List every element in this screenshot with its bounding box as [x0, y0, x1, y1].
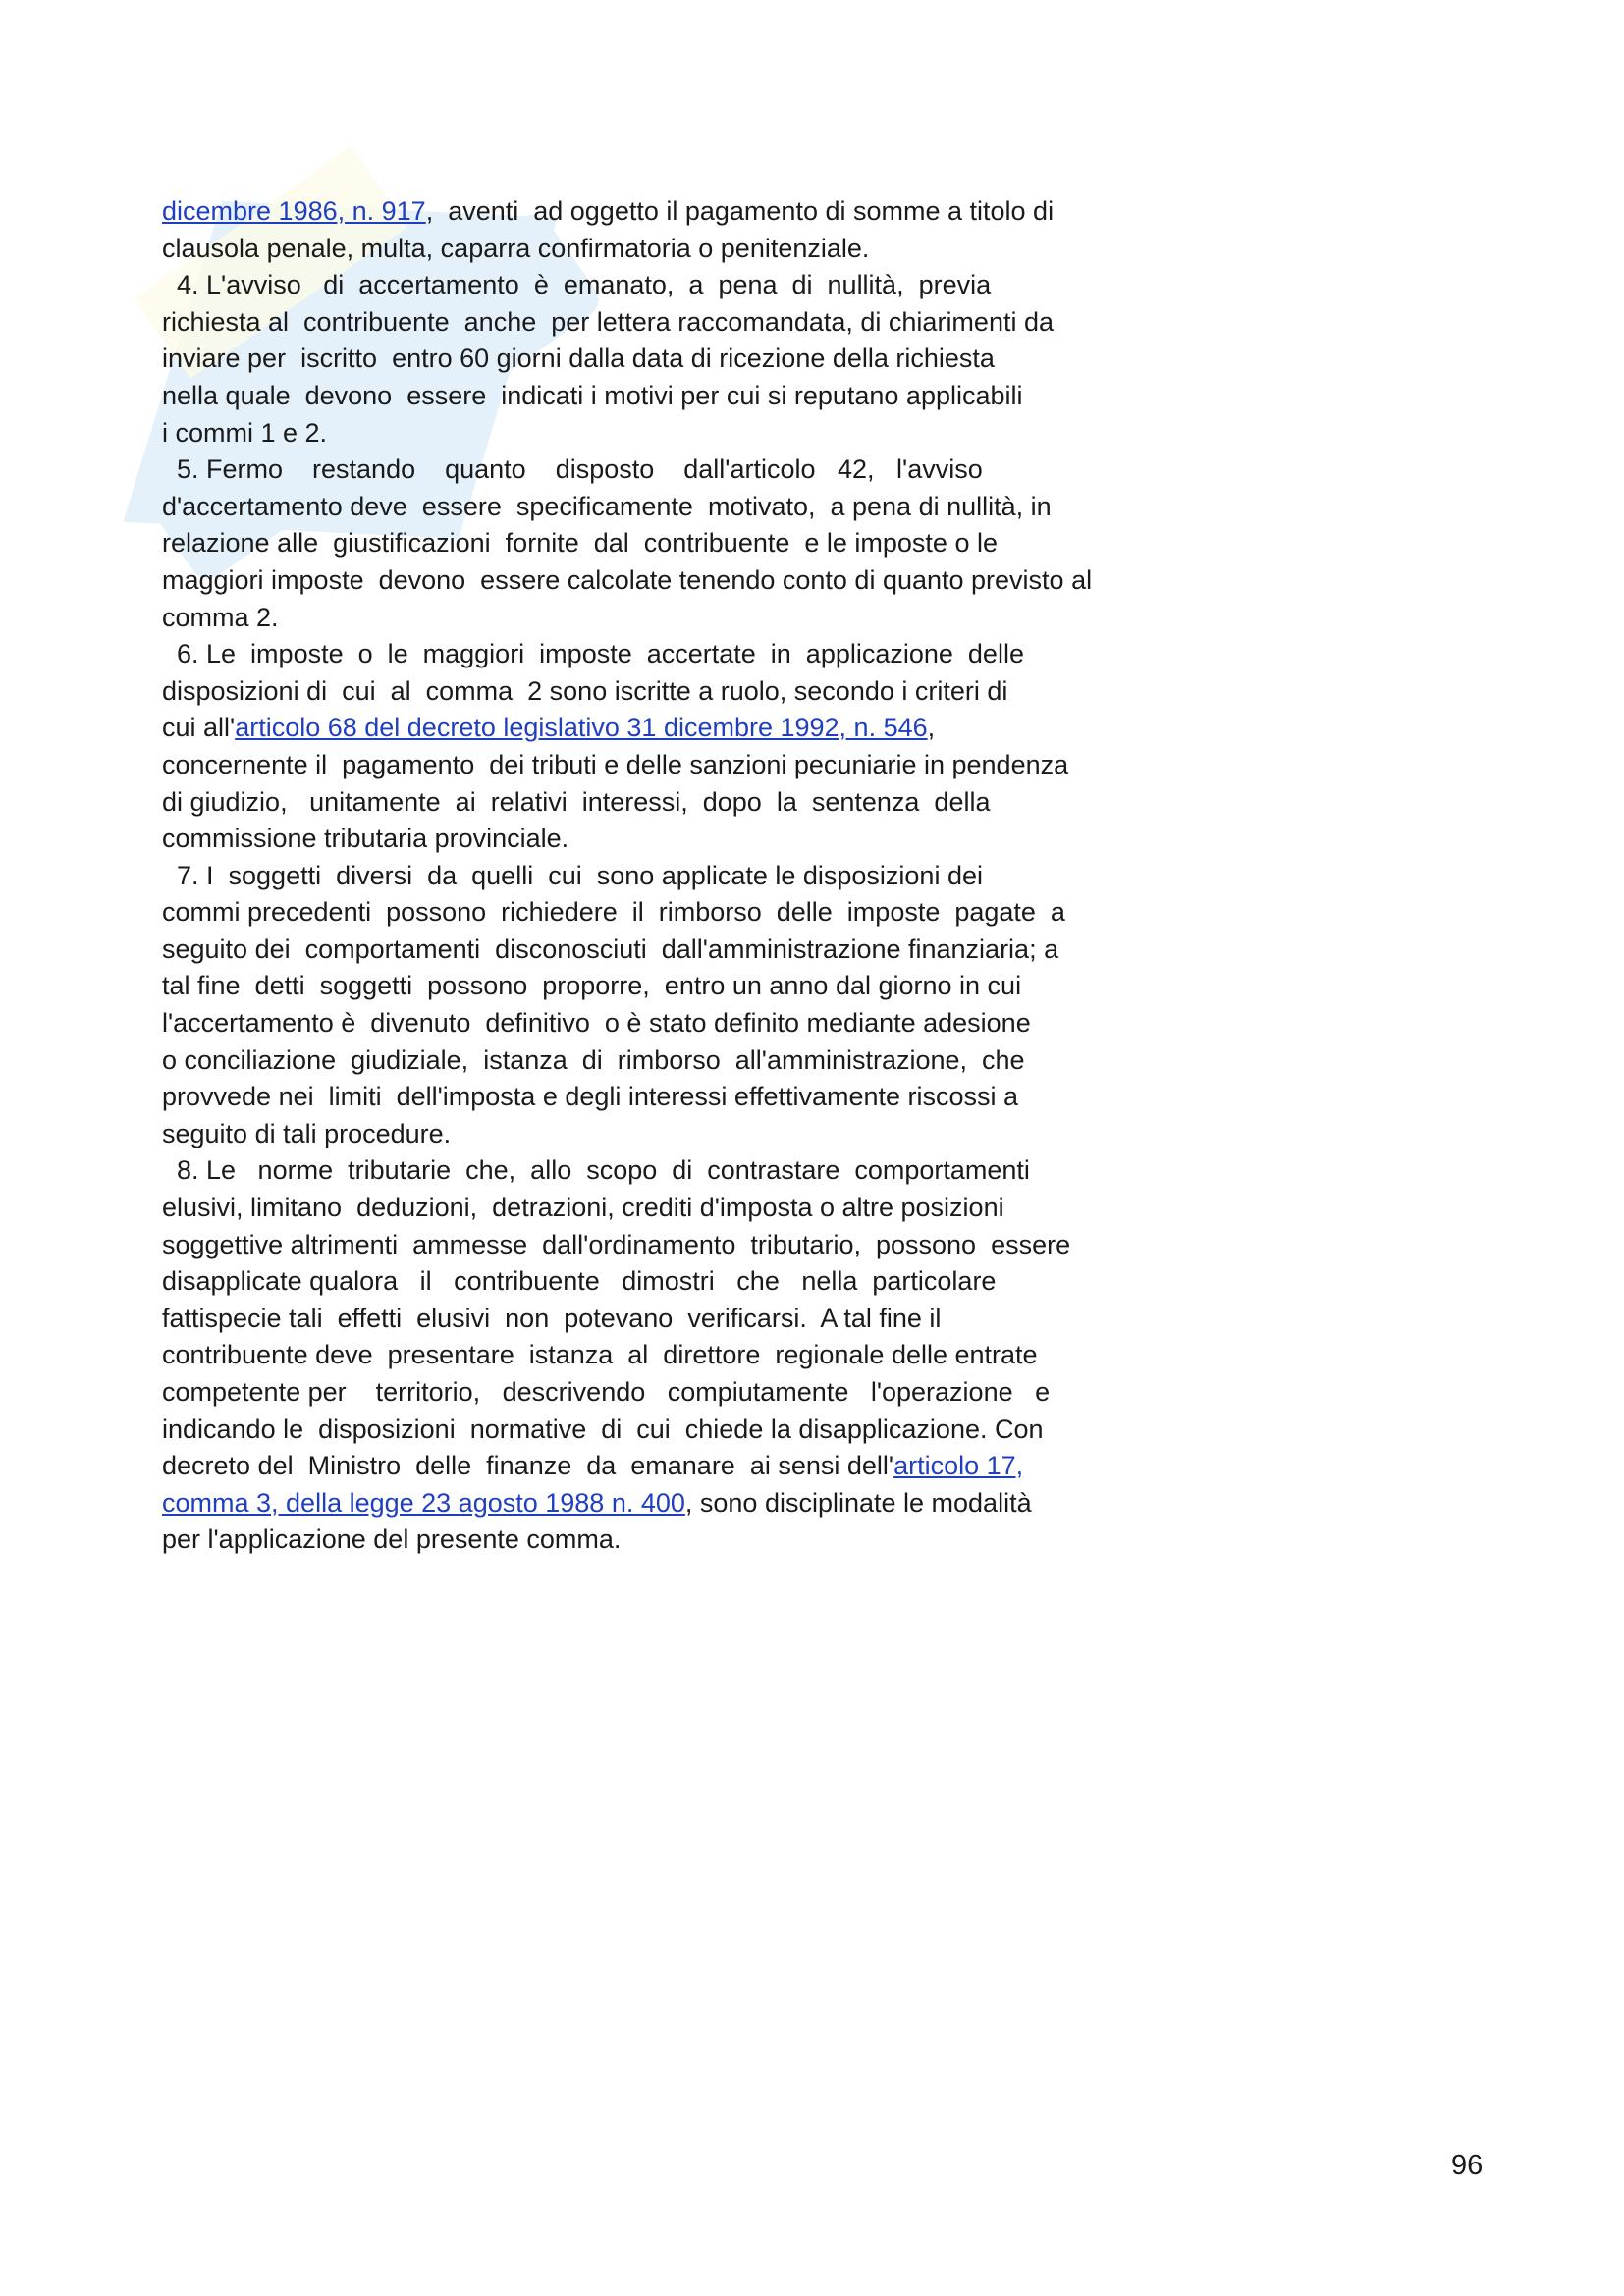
text-line	[162, 1042, 1164, 1080]
law-reference-link[interactable]: articolo 17,	[893, 1451, 1024, 1481]
text-segment: soggettive altrimenti ammesse dall'ordinamento tributario, possono essere	[162, 1229, 1071, 1259]
page-number: 96	[1451, 2150, 1484, 2181]
text-line	[162, 600, 1164, 637]
text-line	[162, 1263, 1164, 1301]
text-segment: cui all'	[162, 713, 236, 743]
text-line	[162, 231, 1164, 268]
text-segment: di giudizio, unitamente ai relativi interessi, dopo la sentenza della	[162, 786, 991, 817]
text-line	[162, 378, 1164, 415]
text-line	[162, 1522, 1164, 1559]
text-line	[162, 267, 1164, 304]
text-line	[162, 1301, 1164, 1338]
text-line	[162, 747, 1164, 784]
text-segment: maggiori imposte devono essere calcolate tenendo conto di quanto previsto al	[162, 564, 1093, 595]
text-line	[162, 489, 1164, 526]
text-line	[162, 1412, 1164, 1449]
text-segment: clausola penale, multa, caparra confirmatoria o penitenziale.	[162, 233, 870, 263]
text-line	[162, 821, 1164, 858]
text-segment: 8. Le norme tributarie che, allo scopo di contrastare comportamenti	[162, 1155, 1030, 1186]
text-segment: concernente il pagamento dei tributi e delle sanzioni pecuniarie in pendenza	[162, 749, 1069, 779]
text-line	[162, 858, 1164, 895]
text-line	[162, 415, 1164, 453]
text-line	[162, 1190, 1164, 1227]
text-line	[162, 1227, 1164, 1264]
text-line	[162, 525, 1164, 562]
text-segment: tal fine detti soggetti possono proporre, entro un anno dal giorno in cui	[162, 971, 1022, 1001]
text-segment: comma 2.	[162, 602, 279, 632]
body-text	[162, 193, 1164, 1559]
text-line	[162, 784, 1164, 822]
text-segment: inviare per iscritto entro 60 giorni dalla data di ricezione della richiesta	[162, 344, 995, 374]
text-segment: , sono disciplinate le modalità	[684, 1487, 1032, 1518]
law-reference-link[interactable]: articolo 68 del decreto legislativo 31 dicembre 1992, n. 546	[235, 713, 928, 743]
text-line	[162, 452, 1164, 489]
text-line	[162, 1485, 1164, 1522]
text-segment: 5. Fermo restando quanto disposto dall'articolo 42, l'avviso	[162, 454, 983, 485]
text-segment: d'accertamento deve essere specificamente motivato, a pena di nullità, in	[162, 491, 1052, 521]
text-line	[162, 710, 1164, 747]
text-segment: i commi 1 e 2.	[162, 417, 328, 448]
text-segment: seguito dei comportamenti disconosciuti dall'amministrazione finanziaria; a	[162, 934, 1059, 964]
text-line	[162, 673, 1164, 711]
text-segment: indicando le disposizioni normative di cui chiede la disapplicazione. Con	[162, 1414, 1044, 1444]
text-line	[162, 1448, 1164, 1485]
text-segment: disapplicate qualora il contribuente dimostri che nella particolare	[162, 1266, 997, 1297]
text-segment: competente per territorio, descrivendo compiutamente l'operazione e	[162, 1377, 1051, 1407]
text-line	[162, 1152, 1164, 1190]
text-line	[162, 1005, 1164, 1042]
text-segment: 4. L'avviso di accertamento è emanato, a pena di nullità, previa	[162, 270, 992, 300]
text-line	[162, 1337, 1164, 1374]
text-segment: nella quale devono essere indicati i motivi per cui si reputano applicabili	[162, 380, 1023, 410]
text-segment: per l'applicazione del presente comma.	[162, 1524, 622, 1555]
text-segment: fattispecie tali effetti elusivi non potevano verificarsi. A tal fine il	[162, 1303, 942, 1333]
text-segment: decreto del Ministro delle finanze da emanare ai sensi dell'	[162, 1451, 894, 1481]
text-line	[162, 341, 1164, 378]
text-segment: o conciliazione giudiziale, istanza di rimborso all'amministrazione, che	[162, 1044, 1025, 1075]
text-segment: richiesta al contribuente anche per lettera raccomandata, di chiarimenti da	[162, 306, 1054, 337]
text-line	[162, 1374, 1164, 1412]
text-segment: commi precedenti possono richiedere il rimborso delle imposte pagate a	[162, 897, 1065, 928]
text-line	[162, 193, 1164, 231]
text-segment: seguito di tali procedure.	[162, 1118, 452, 1148]
text-segment: contribuente deve presentare istanza al direttore regionale delle entrate	[162, 1340, 1038, 1370]
text-segment: commissione tributaria provinciale.	[162, 824, 569, 854]
text-segment: disposizioni di cui al comma 2 sono iscritte a ruolo, secondo i criteri di	[162, 675, 1008, 706]
text-line	[162, 1079, 1164, 1116]
text-line	[162, 304, 1164, 342]
law-reference-link[interactable]: dicembre 1986, n. 917	[162, 196, 426, 226]
text-line	[162, 968, 1164, 1005]
text-line	[162, 562, 1164, 600]
text-line	[162, 636, 1164, 673]
law-reference-link[interactable]: comma 3, della legge 23 agosto 1988 n. 400	[162, 1487, 685, 1518]
text-segment: provvede nei limiti dell'imposta e degli interessi effettivamente riscossi a	[162, 1082, 1019, 1112]
text-segment: 7. I soggetti diversi da quelli cui sono applicate le disposizioni dei	[162, 860, 983, 890]
text-segment: l'accertamento è divenuto definitivo o è stato definito mediante adesione	[162, 1008, 1031, 1039]
text-segment: relazione alle giustificazioni fornite dal contribuente e le imposte o le	[162, 528, 998, 559]
text-line	[162, 932, 1164, 969]
text-line	[162, 1116, 1164, 1153]
text-segment: elusivi, limitano deduzioni, detrazioni, crediti d'imposta o altre posizioni	[162, 1193, 1004, 1223]
text-segment: 6. Le imposte o le maggiori imposte accertate in applicazione delle	[162, 639, 1024, 669]
text-line	[162, 894, 1164, 932]
text-segment: , aventi ad oggetto il pagamento di somme a titolo di	[425, 196, 1055, 226]
text-segment: ,	[927, 713, 936, 743]
